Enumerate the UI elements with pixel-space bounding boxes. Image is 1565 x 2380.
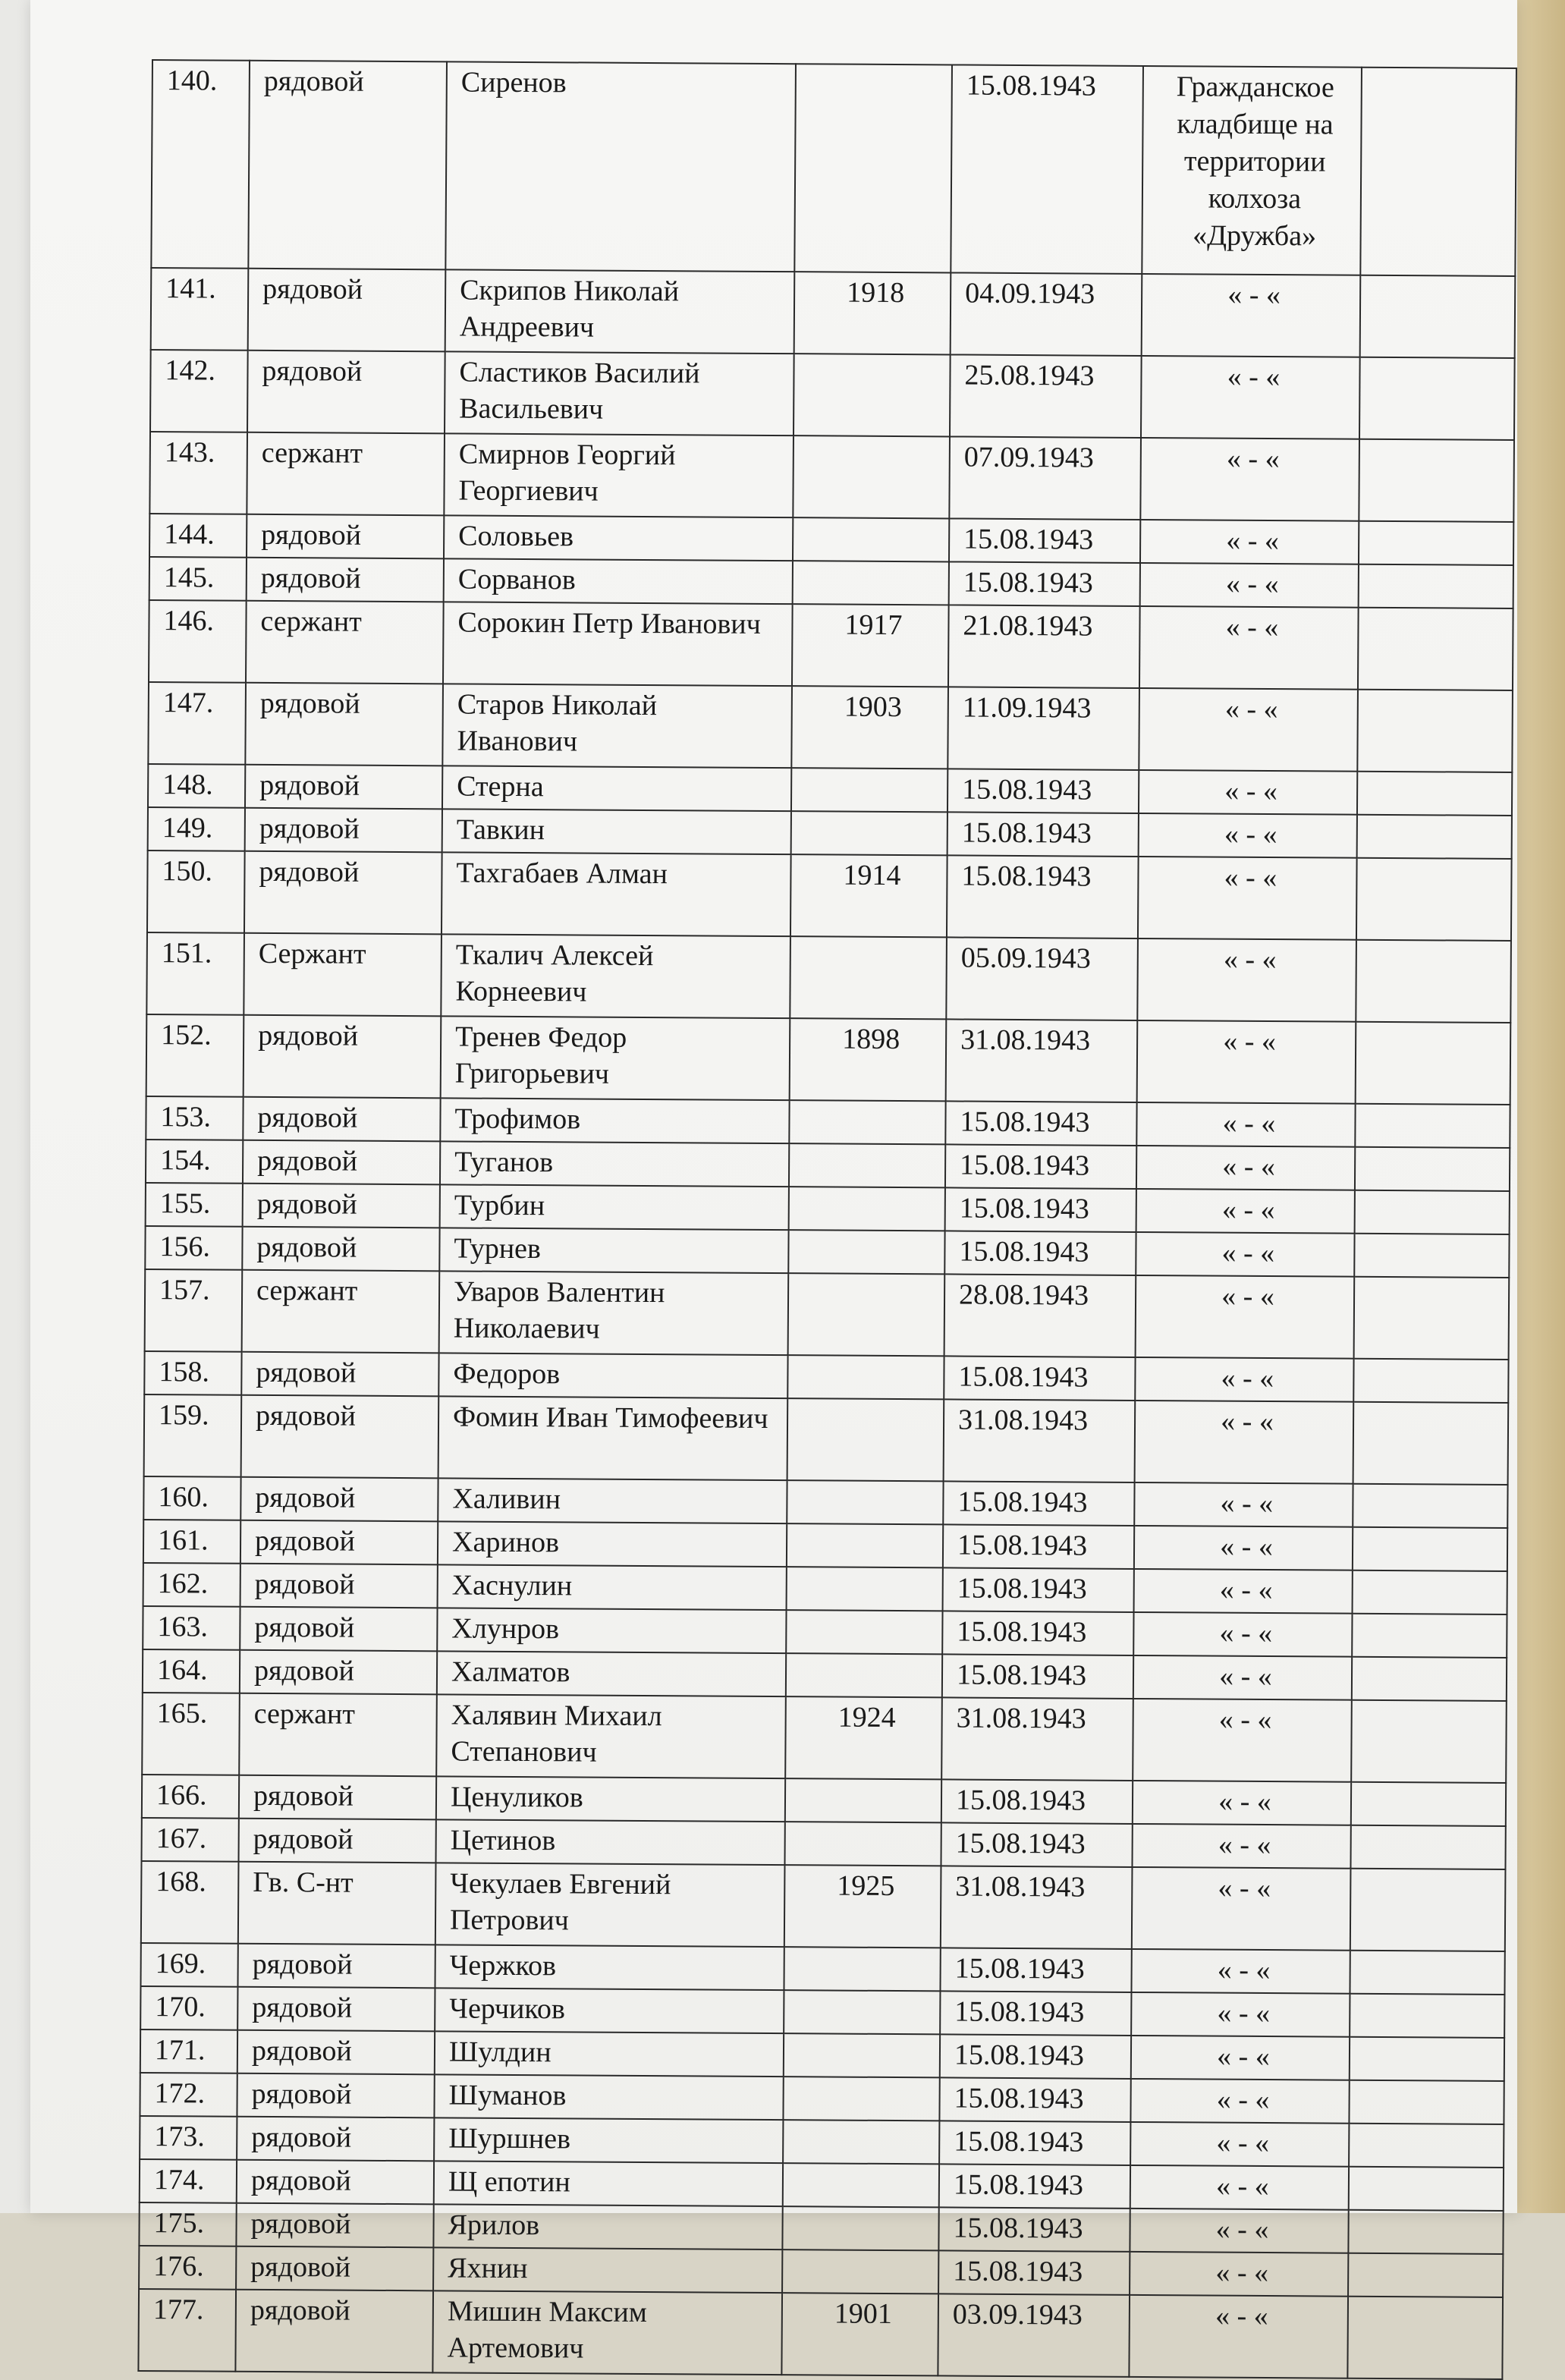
record-number: 140. — [151, 60, 250, 269]
record-number: 164. — [143, 1649, 240, 1693]
burial-place: « - « — [1132, 1867, 1351, 1951]
birth-year: 1917 — [792, 604, 949, 687]
note-cell — [1357, 772, 1512, 816]
military-rank: рядовой — [237, 1944, 435, 1989]
burial-place: « - « — [1130, 2122, 1349, 2167]
soldier-name: Туганов — [440, 1141, 789, 1187]
military-rank: рядовой — [247, 558, 444, 602]
death-date: 15.08.1943 — [938, 2250, 1130, 2295]
death-date: 15.08.1943 — [942, 1654, 1133, 1699]
soldier-name: Хаснулин — [438, 1564, 787, 1610]
military-rank: рядовой — [245, 683, 443, 766]
record-number: 149. — [148, 807, 245, 851]
note-cell — [1354, 1277, 1510, 1360]
military-rank: рядовой — [240, 1650, 437, 1695]
record-number: 155. — [146, 1183, 243, 1227]
soldier-name: Щ епотин — [434, 2161, 783, 2206]
soldier-name: Шуманов — [434, 2074, 783, 2120]
military-rank: сержант — [242, 1270, 440, 1353]
record-number: 143. — [149, 432, 247, 514]
birth-year — [787, 1355, 944, 1399]
birth-year — [787, 1398, 944, 1481]
military-rank: рядовой — [247, 351, 445, 434]
soldier-name: Харинов — [438, 1521, 787, 1567]
burial-place: Гражданское кладбище на территории колхоза «Дружба» — [1142, 66, 1362, 275]
burial-place: « - « — [1133, 1655, 1352, 1700]
soldier-name: Цетинов — [435, 1819, 784, 1865]
burial-place: « - « — [1140, 563, 1359, 608]
birth-year — [783, 2163, 939, 2207]
military-rank: рядовой — [243, 1140, 440, 1185]
military-rank: рядовой — [244, 851, 442, 935]
table-row — [150, 350, 1515, 440]
record-number: 154. — [146, 1140, 243, 1184]
note-cell — [1349, 2167, 1504, 2211]
death-date: 15.08.1943 — [938, 2207, 1130, 2252]
burial-place: « - « — [1134, 1526, 1353, 1570]
note-cell — [1353, 1484, 1507, 1528]
birth-year — [788, 1273, 945, 1356]
table-row — [145, 1269, 1510, 1360]
burial-place: « - « — [1131, 2036, 1350, 2080]
soldier-name: Шулдин — [435, 2031, 784, 2077]
birth-year — [790, 936, 947, 1019]
burial-place: « - « — [1136, 1189, 1355, 1234]
death-date: 04.09.1943 — [951, 272, 1142, 356]
note-cell — [1360, 275, 1516, 358]
burial-place: « - « — [1141, 356, 1360, 439]
record-number: 151. — [146, 932, 244, 1015]
table-row — [147, 850, 1512, 941]
military-rank: рядовой — [248, 269, 446, 352]
burial-place: « - « — [1139, 813, 1357, 858]
burial-place: « - « — [1133, 1781, 1351, 1825]
birth-year: 1901 — [781, 2293, 938, 2375]
burial-place: « - « — [1137, 1020, 1356, 1104]
death-date: 31.08.1943 — [944, 1399, 1136, 1482]
soldier-name: Фомин Иван Тимофеевич — [438, 1396, 788, 1480]
military-rank: рядовой — [236, 2246, 433, 2291]
table-row — [142, 1693, 1507, 1783]
note-cell — [1359, 439, 1514, 522]
burial-place: « - « — [1140, 438, 1359, 521]
death-date: 21.08.1943 — [948, 605, 1140, 688]
table-row — [144, 1394, 1509, 1485]
burial-place: « - « — [1137, 938, 1356, 1022]
note-cell — [1360, 68, 1516, 276]
note-cell — [1357, 690, 1513, 772]
birth-year — [787, 1567, 943, 1611]
death-date: 15.08.1943 — [942, 1611, 1133, 1655]
burial-place: « - « — [1140, 520, 1359, 564]
death-date: 15.08.1943 — [947, 812, 1139, 857]
death-date: 15.08.1943 — [940, 1991, 1131, 2036]
military-rank: сержант — [247, 432, 445, 516]
soldier-name: Турнев — [439, 1228, 788, 1273]
military-rank: рядовой — [237, 2073, 434, 2118]
record-number: 159. — [144, 1394, 242, 1477]
note-cell — [1350, 2037, 1504, 2081]
soldier-name: Турбин — [440, 1184, 789, 1230]
soldier-name: Черчиков — [435, 1988, 784, 2033]
note-cell — [1353, 1359, 1508, 1403]
soldier-name: Тавкин — [442, 809, 791, 854]
table-row — [149, 600, 1513, 690]
record-number: 174. — [140, 2159, 237, 2203]
record-number: 152. — [146, 1014, 244, 1097]
birth-year: 1924 — [785, 1696, 942, 1779]
burial-place: « - « — [1136, 1275, 1355, 1359]
soldier-name: Мишин Максим Артемович — [432, 2290, 782, 2375]
record-number: 169. — [140, 1943, 237, 1987]
record-number: 168. — [141, 1861, 239, 1944]
soldier-name: Старов Николай Иванович — [442, 684, 792, 768]
record-number: 175. — [139, 2202, 236, 2246]
birth-year — [791, 811, 947, 855]
death-date: 15.08.1943 — [939, 2164, 1130, 2209]
note-cell — [1354, 1234, 1509, 1278]
record-number: 166. — [142, 1775, 239, 1819]
note-cell — [1350, 1869, 1506, 1951]
military-rank: рядовой — [240, 1520, 438, 1565]
note-cell — [1359, 521, 1513, 565]
birth-year — [787, 1480, 943, 1524]
birth-year — [789, 1187, 945, 1231]
record-number: 150. — [147, 850, 245, 933]
birth-year — [788, 1230, 944, 1274]
military-rank: рядовой — [236, 2203, 433, 2248]
military-rank: Гв. С-нт — [238, 1862, 436, 1945]
death-date: 31.08.1943 — [941, 1866, 1133, 1949]
birth-year — [789, 1100, 945, 1144]
military-rank: рядовой — [247, 514, 444, 559]
record-number: 165. — [142, 1693, 240, 1775]
record-number: 170. — [140, 1986, 237, 2030]
birth-year: 1918 — [794, 272, 951, 354]
death-date: 15.08.1943 — [947, 769, 1139, 813]
military-rank: рядовой — [245, 808, 442, 853]
death-date: 15.08.1943 — [945, 1144, 1136, 1189]
burial-place: « - « — [1132, 1824, 1350, 1869]
birth-year — [783, 2120, 939, 2164]
soldier-name: Скрипов Николай Андреевич — [445, 269, 795, 354]
record-number: 177. — [138, 2289, 236, 2372]
birth-year — [784, 1947, 940, 1991]
soldier-name: Уваров Валентин Николаевич — [439, 1271, 789, 1355]
record-number: 172. — [140, 2073, 237, 2117]
burial-place: « - « — [1139, 770, 1357, 815]
military-rank: рядовой — [240, 1607, 437, 1652]
birth-year — [786, 1610, 942, 1654]
table-row — [148, 682, 1513, 772]
death-date: 03.09.1943 — [938, 2294, 1130, 2377]
military-rank: рядовой — [237, 1987, 435, 2032]
death-date: 31.08.1943 — [941, 1697, 1133, 1781]
birth-year — [782, 2250, 938, 2294]
death-date: 15.08.1943 — [949, 561, 1140, 606]
record-number: 171. — [140, 2029, 237, 2073]
burial-place: « - « — [1133, 1699, 1352, 1782]
death-date: 15.08.1943 — [943, 1524, 1134, 1569]
soldier-name: Яхнин — [433, 2247, 782, 2293]
birth-year — [784, 2033, 940, 2077]
record-number: 176. — [139, 2246, 236, 2290]
note-cell — [1356, 940, 1511, 1023]
note-cell — [1351, 1782, 1506, 1826]
note-cell — [1352, 1657, 1507, 1701]
death-date: 15.08.1943 — [943, 1481, 1134, 1526]
note-cell — [1359, 564, 1513, 608]
note-cell — [1355, 1104, 1510, 1148]
soldier-name: Халматов — [437, 1651, 786, 1696]
soldier-name: Халивин — [438, 1478, 787, 1523]
record-number: 141. — [151, 268, 249, 351]
military-rank: рядовой — [237, 2160, 434, 2205]
military-rank: рядовой — [240, 1477, 438, 1522]
record-number: 157. — [145, 1269, 243, 1352]
record-number: 144. — [149, 514, 247, 558]
birth-year: 1903 — [791, 686, 948, 769]
register-rows — [138, 60, 1516, 2379]
death-date: 15.08.1943 — [947, 855, 1139, 938]
military-rank: рядовой — [241, 1352, 438, 1397]
record-number: 145. — [149, 557, 247, 601]
note-cell — [1352, 1614, 1507, 1658]
military-rank: рядовой — [243, 1097, 440, 1142]
table-row — [151, 60, 1516, 276]
table-row — [149, 432, 1514, 522]
soldier-name: Ярилов — [433, 2204, 782, 2250]
burial-place: « - « — [1131, 1949, 1350, 1994]
burial-place: « - « — [1135, 1401, 1354, 1484]
note-cell — [1356, 1022, 1511, 1105]
soldier-name: Хлунров — [437, 1608, 786, 1653]
military-rank: рядовой — [237, 2117, 434, 2161]
birth-year: 1898 — [790, 1018, 947, 1101]
soldier-name: Ценуликов — [436, 1776, 785, 1822]
record-number: 147. — [148, 682, 246, 765]
death-date: 15.08.1943 — [945, 1101, 1136, 1146]
military-rank: рядовой — [235, 2290, 433, 2373]
death-date: 15.08.1943 — [945, 1187, 1136, 1232]
birth-year — [794, 64, 952, 272]
military-rank: рядовой — [237, 2030, 435, 2075]
soldier-name: Тахгабаев Алман — [442, 852, 791, 936]
burial-place: « - « — [1136, 1232, 1354, 1277]
burial-register-table — [137, 59, 1517, 2380]
military-rank: рядовой — [239, 1819, 436, 1863]
birth-year — [783, 2077, 939, 2121]
death-date: 07.09.1943 — [949, 436, 1141, 520]
burial-place: « - « — [1136, 1146, 1355, 1190]
note-cell — [1356, 858, 1512, 941]
soldier-name: Трофимов — [440, 1098, 789, 1143]
note-cell — [1348, 2210, 1503, 2254]
death-date: 11.09.1943 — [947, 687, 1139, 770]
burial-place: « - « — [1139, 688, 1358, 772]
record-number: 167. — [142, 1818, 239, 1862]
birth-year — [789, 1143, 945, 1187]
burial-place: « - « — [1142, 274, 1361, 357]
record-number: 156. — [145, 1226, 242, 1270]
record-number: 153. — [146, 1096, 243, 1140]
soldier-name: Чекулаев Евгений Петрович — [435, 1863, 785, 1947]
note-cell — [1347, 2297, 1503, 2379]
note-cell — [1350, 1994, 1504, 2038]
soldier-name: Стерна — [442, 766, 791, 811]
soldier-name: Чержков — [435, 1945, 784, 1990]
soldier-name: Соловьев — [444, 515, 793, 561]
table-row — [138, 2289, 1503, 2379]
soldier-name: Сиренов — [445, 61, 796, 272]
note-cell — [1350, 1951, 1504, 1995]
note-cell — [1355, 1147, 1510, 1191]
note-cell — [1350, 1825, 1505, 1869]
death-date: 31.08.1943 — [946, 1019, 1138, 1102]
military-rank: сержант — [246, 601, 444, 684]
death-date: 15.08.1943 — [939, 2077, 1130, 2122]
death-date: 15.08.1943 — [941, 1822, 1132, 1867]
soldier-name: Федоров — [438, 1353, 787, 1398]
note-cell — [1353, 1402, 1509, 1485]
military-rank: рядовой — [244, 1015, 442, 1099]
note-cell — [1359, 357, 1515, 440]
military-rank: сержант — [239, 1693, 437, 1777]
birth-year — [785, 1778, 941, 1822]
birth-year — [793, 561, 949, 605]
burial-place: « - « — [1134, 1569, 1353, 1614]
death-date: 28.08.1943 — [944, 1274, 1136, 1357]
note-cell — [1348, 2253, 1503, 2297]
soldier-name: Сорванов — [444, 558, 793, 604]
note-cell — [1358, 608, 1513, 690]
record-number: 173. — [140, 2116, 237, 2160]
record-number: 158. — [144, 1351, 241, 1395]
birth-year — [786, 1653, 942, 1697]
military-rank: рядовой — [240, 1564, 438, 1608]
burial-place: « - « — [1138, 857, 1357, 940]
note-cell — [1349, 2124, 1504, 2168]
note-cell — [1351, 1700, 1507, 1783]
death-date: 15.08.1943 — [941, 1779, 1133, 1824]
burial-place: « - « — [1130, 2165, 1349, 2210]
record-number: 142. — [150, 350, 248, 432]
burial-place: « - « — [1136, 1102, 1355, 1147]
death-date: 15.08.1943 — [939, 2121, 1130, 2165]
birth-year — [793, 517, 949, 561]
death-date: 15.08.1943 — [940, 1948, 1131, 1992]
military-rank: рядовой — [241, 1395, 439, 1479]
military-rank: рядовой — [245, 765, 442, 810]
soldier-name: Шуршнев — [434, 2117, 783, 2163]
military-rank: рядовой — [242, 1227, 439, 1272]
record-number: 163. — [143, 1606, 240, 1650]
military-rank: Сержант — [244, 933, 442, 1017]
table-row — [151, 268, 1516, 358]
record-number: 148. — [148, 764, 245, 808]
note-cell — [1355, 1190, 1510, 1234]
table-row — [146, 932, 1511, 1023]
death-date: 15.08.1943 — [944, 1231, 1136, 1275]
record-number: 146. — [149, 600, 247, 683]
burial-place: « - « — [1139, 606, 1359, 690]
death-date: 15.08.1943 — [943, 1567, 1134, 1612]
note-cell — [1353, 1527, 1507, 1571]
birth-year: 1925 — [784, 1865, 941, 1948]
birth-year — [791, 768, 947, 812]
birth-year — [793, 435, 950, 518]
burial-place: « - « — [1130, 2209, 1348, 2253]
soldier-name: Халявин Михаил Степанович — [436, 1694, 786, 1778]
soldier-name: Смирнов Георгий Георгиевич — [444, 433, 793, 517]
note-cell — [1357, 815, 1512, 859]
table-row — [146, 1014, 1511, 1105]
soldier-name: Ткалич Алексей Корнеевич — [441, 934, 790, 1018]
burial-place: « - « — [1135, 1357, 1353, 1402]
birth-year: 1914 — [790, 854, 947, 937]
death-date: 15.08.1943 — [949, 518, 1140, 563]
soldier-name: Тренев Федор Григорьевич — [441, 1016, 790, 1100]
soldier-name: Сластиков Василий Васильевич — [445, 351, 794, 435]
burial-place: « - « — [1134, 1482, 1353, 1527]
death-date: 15.08.1943 — [940, 2034, 1131, 2079]
burial-place: « - « — [1130, 2252, 1348, 2297]
note-cell — [1353, 1570, 1507, 1614]
record-number: 162. — [143, 1563, 240, 1607]
birth-year — [784, 1822, 941, 1866]
military-rank: рядовой — [248, 61, 447, 270]
death-date: 15.08.1943 — [944, 1356, 1135, 1401]
death-date: 05.09.1943 — [946, 937, 1138, 1020]
burial-place: « - « — [1131, 1992, 1350, 2037]
record-number: 160. — [143, 1476, 240, 1520]
birth-year — [793, 354, 951, 436]
table-row — [141, 1861, 1506, 1951]
military-rank: рядовой — [239, 1775, 436, 1820]
record-number: 161. — [143, 1520, 240, 1564]
birth-year — [787, 1523, 943, 1567]
military-rank: рядовой — [243, 1184, 440, 1228]
burial-place: « - « — [1133, 1612, 1352, 1657]
birth-year — [784, 1990, 940, 2034]
burial-place: « - « — [1130, 2079, 1349, 2124]
note-cell — [1349, 2080, 1504, 2124]
death-date: 25.08.1943 — [950, 354, 1142, 438]
death-date: 15.08.1943 — [951, 64, 1143, 274]
soldier-name: Сорокин Петр Иванович — [443, 602, 793, 686]
burial-place: « - « — [1129, 2295, 1348, 2378]
